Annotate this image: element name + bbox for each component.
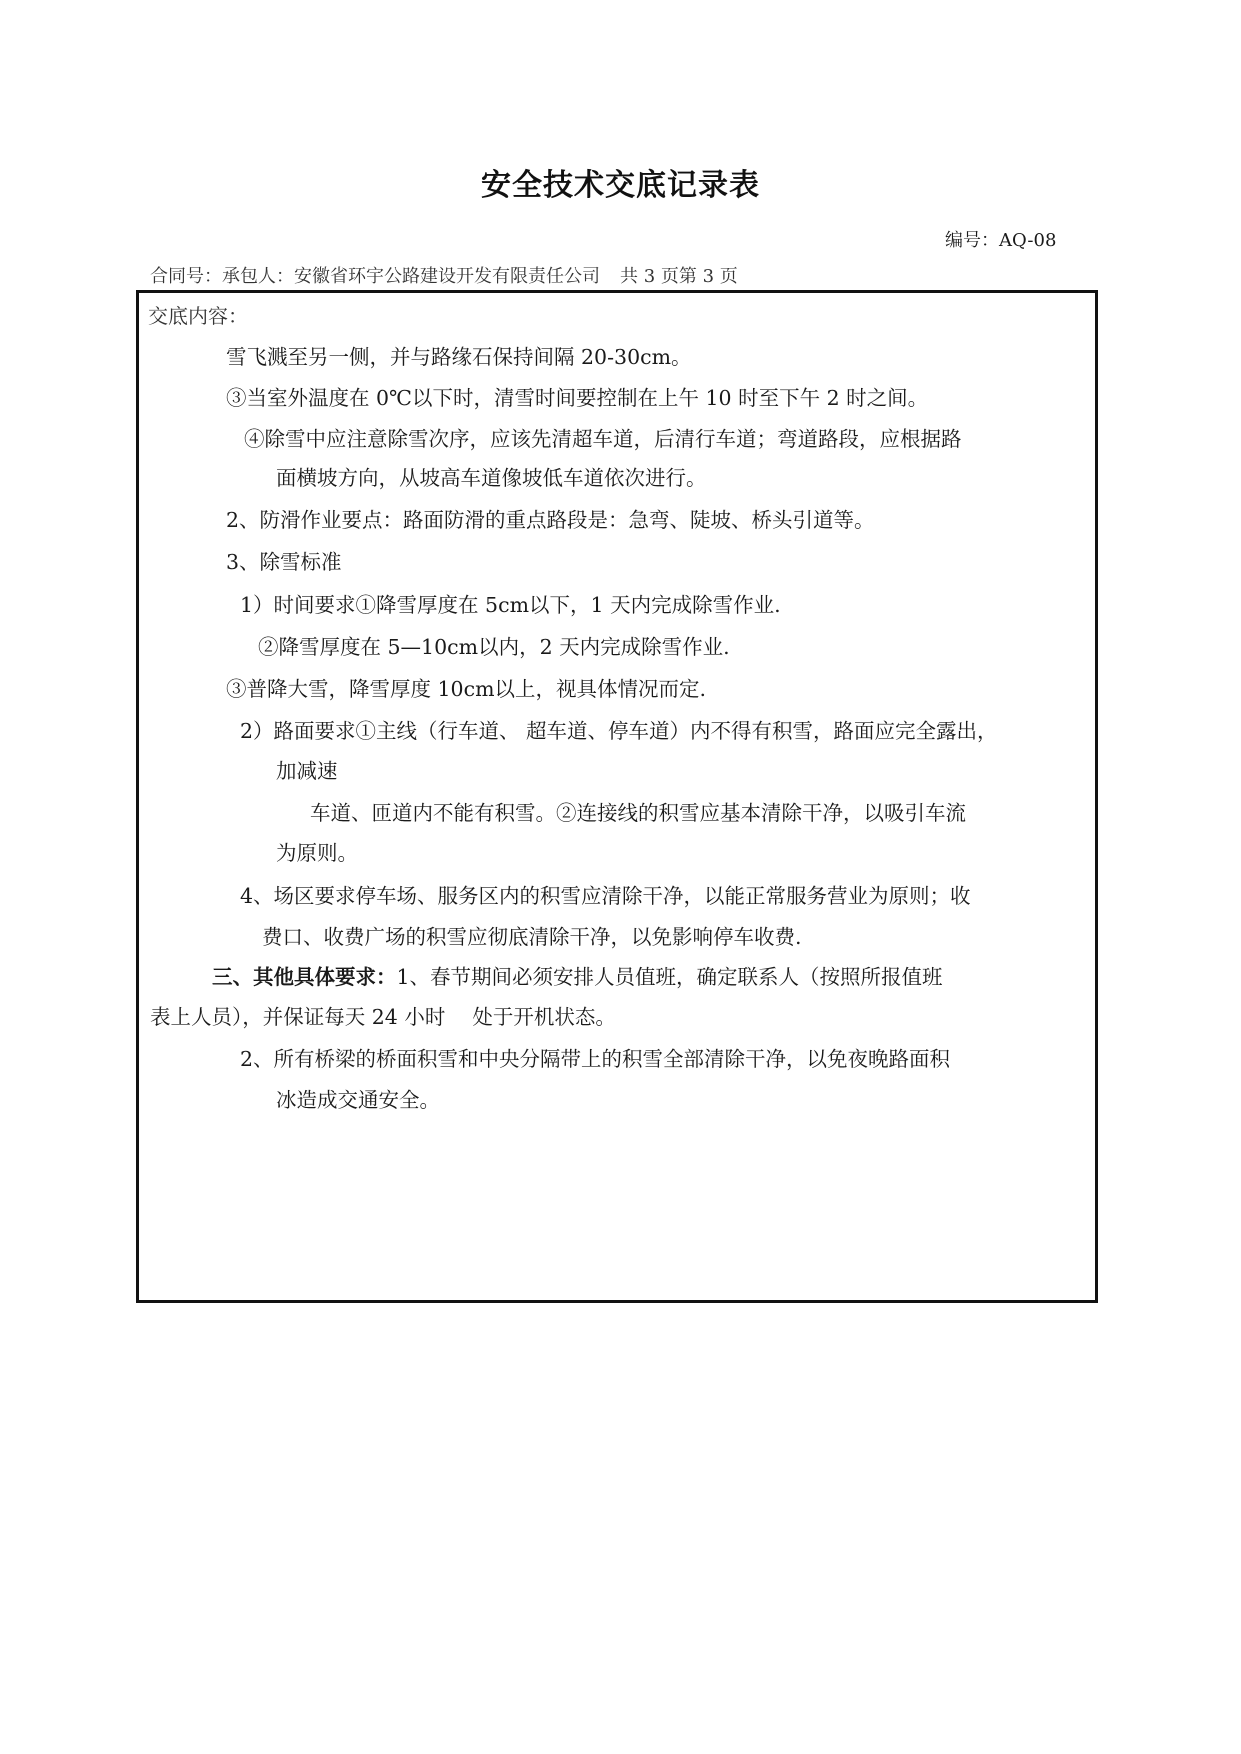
document-number: 编号：AQ-08 (945, 230, 1057, 251)
content-line: 表上人员），并保证每天 24 小时 处于开机状态。 (150, 1005, 616, 1029)
content-line: 为原则。 (276, 841, 358, 865)
content-line: 雪飞溅至另一侧，并与路缘石保持间隔 20-30cm。 (226, 345, 692, 369)
content-line: 3、除雪标准 (226, 550, 342, 574)
content-line: 车道、匝道内不能有积雪。②连接线的积雪应基本清除干净，以吸引车流 (310, 801, 966, 825)
content-line: ④除雪中应注意除雪次序，应该先清超车道，后清行车道；弯道路段，应根据路 (244, 427, 962, 451)
contract-number-label: 合同号： (150, 266, 222, 287)
content-line: 2、防滑作业要点：路面防滑的重点路段是：急弯、陡坡、桥头引道等。 (226, 508, 875, 532)
content-line: 冰造成交通安全。 (276, 1088, 440, 1112)
page-info: 共 3 页第 3 页 (620, 266, 738, 287)
content-line: ③普降大雪，降雪厚度 10cm以上，视具体情况而定. (226, 677, 707, 701)
content-line: 面横坡方向，从坡高车道像坡低车道依次进行。 (276, 466, 707, 490)
content-line: 2）路面要求①主线（行车道、 超车道、停车道）内不得有积雪，路面应完全露出， (240, 719, 998, 743)
content-line: 2、所有桥梁的桥面积雪和中央分隔带上的积雪全部清除干净，以免夜晚路面积 (240, 1047, 951, 1071)
contractor-name: 承包人：安徽省环宇公路建设开发有限责任公司 (222, 266, 600, 287)
content-line: 4、场区要求停车场、服务区内的积雪应清除干净，以能正常服务营业为原则；收 (240, 884, 971, 908)
section3-heading: 三、其他具体要求： (212, 965, 397, 989)
section3-text: 1、春节期间必须安排人员值班，确定联系人（按照所报值班 (396, 965, 943, 989)
content-line: 加减速 (276, 759, 338, 783)
document-title: 安全技术交底记录表 (481, 168, 760, 203)
contract-info-line (150, 262, 738, 288)
content-line: 1）时间要求①降雪厚度在 5cm以下，1 天内完成除雪作业. (240, 593, 781, 617)
content-line: ②降雪厚度在 5—10cm以内，2 天内完成除雪作业. (258, 635, 730, 659)
section3-line (212, 960, 943, 990)
content-line: ③当室外温度在 0℃以下时，清雪时间要控制在上午 10 时至下午 2 时之间。 (226, 386, 929, 410)
content-label: 交底内容： (148, 304, 248, 328)
content-line: 费口、收费广场的积雪应彻底清除干净，以免影响停车收费. (262, 925, 802, 949)
